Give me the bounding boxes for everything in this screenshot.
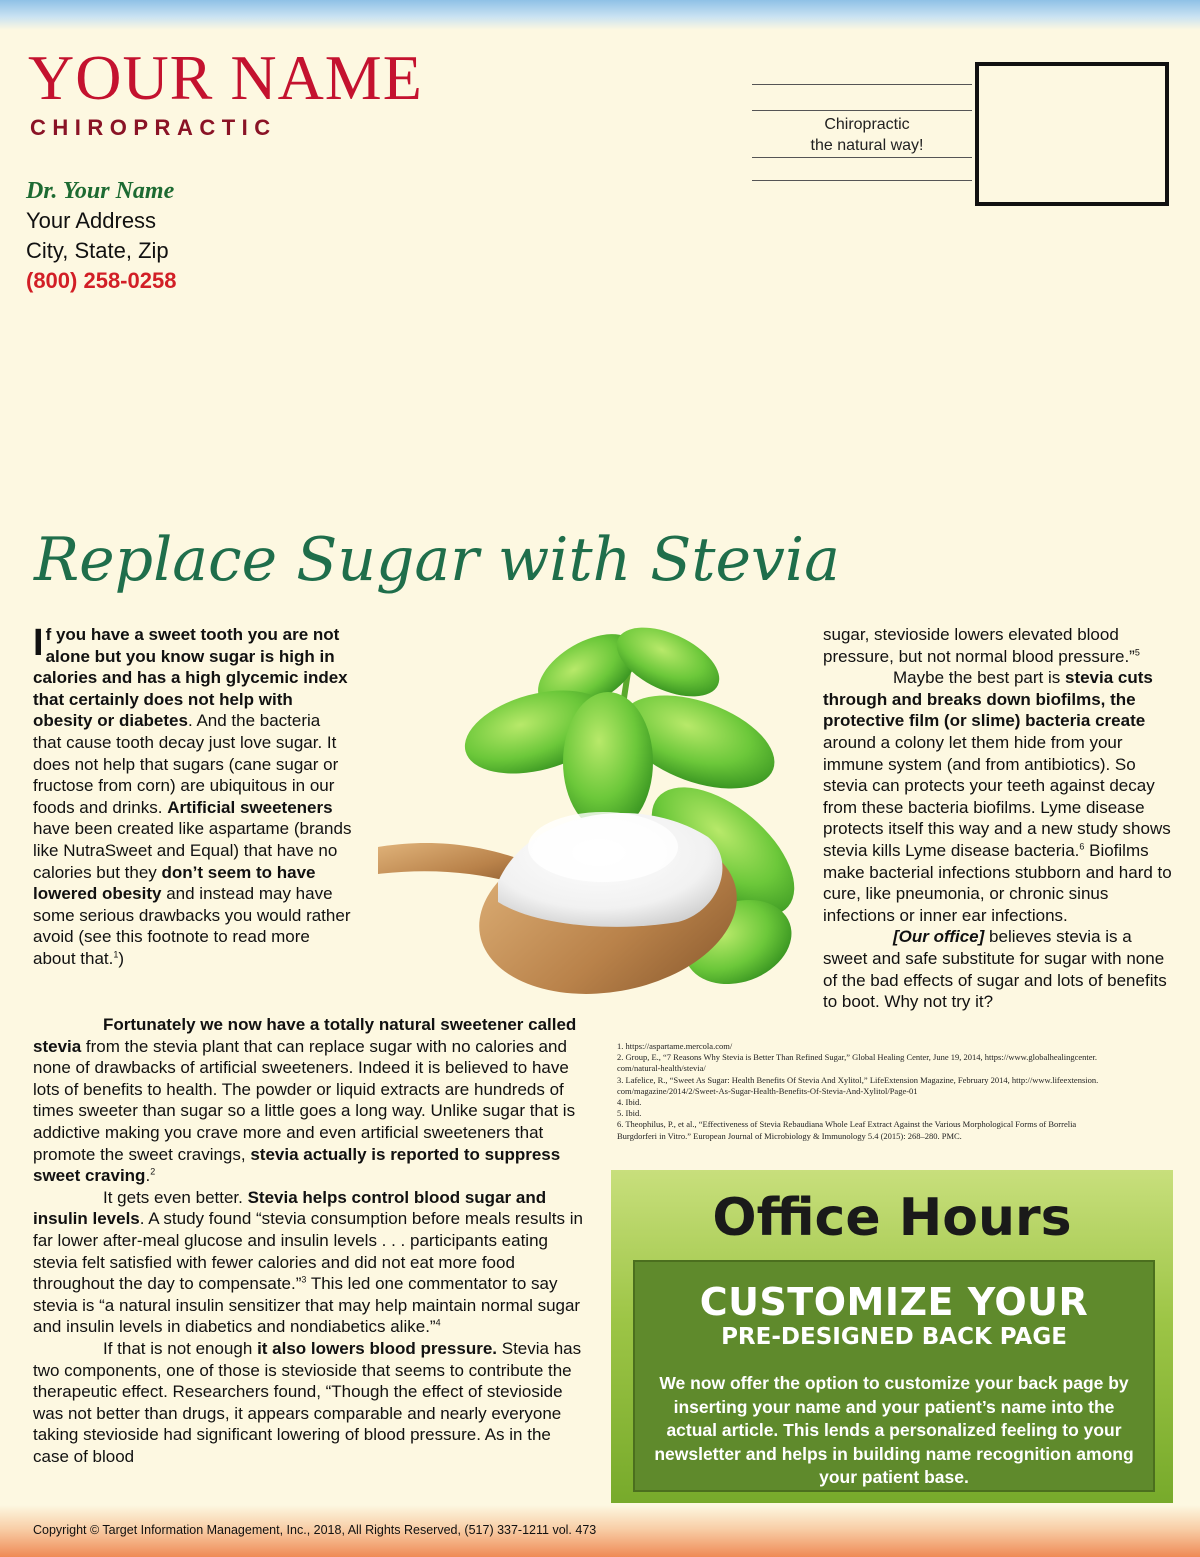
footnote[interactable]: 2. Group, E., “7 Reasons Why Stevia is Better Than Refined Sugar,” Global Healing Center, June 19, 2014, https://www.globalhealingcenter. (617, 1052, 1098, 1063)
mailing-line (752, 157, 972, 158)
footnote-ref-1: 1 (113, 949, 119, 960)
brand-subtitle: CHIROPRACTIC (30, 115, 277, 140)
office-hours-title: Office Hours (712, 1188, 1072, 1248)
article-paragraph-1 (33, 624, 353, 970)
closing-paren: ) (118, 948, 125, 968)
obesity-text: don’t seem to have lowered obesity (33, 862, 316, 904)
postage-stamp-box (975, 62, 1169, 206)
doctor-name: Dr. Your Name (26, 178, 175, 204)
infections-text: Biofilms make bacterial infections stubborn and hard to cure, like pneumonia, or chronic sinus infections or inner ear infections. (823, 840, 1172, 925)
address-line: Your Address (26, 208, 157, 233)
article-paragraph-5 (823, 624, 1173, 667)
drawbacks-text: and instead may have some serious drawbacks you would rather avoid (see this footnote to read more about that. (33, 884, 351, 968)
commentator-text: This led one commentator to say stevia is “a natural insulin sensitizer that may help maintain normal sugar and insulin levels in diabetics and nondiabetics alike.” (33, 1274, 581, 1337)
stevia-benefits-text: from the stevia plant that can replace sugar with no calories and none of drawbacks of artificial sweeteners. Indeed it is believed to have lots of benefits to health. The powder or liquid extracts are hundreds of times sweeter than sugar so a little goes a long way. Unlike sugar that is addictive making you crave more and even artificial sweeteners that promote the sweet cravings, (33, 1036, 576, 1164)
aspartame-text: have been created like aspartame (brands like NutraSweet and Equal) that have no calories but they (33, 819, 352, 882)
footnote[interactable]: com/magazine/2014/2/Sweet-As-Sugar-Health-Benefits-Of-Stevia-And-Xylitol/Page-01 (617, 1085, 918, 1096)
footnote[interactable]: 1. https://aspartame.mercola.com/ (617, 1041, 733, 1051)
footnotes (617, 1041, 1177, 1142)
best-part-text: Maybe the best part is (893, 668, 1065, 688)
footnote-ref-5: 5 (1134, 646, 1140, 657)
biofilms-text: stevia cuts through and breaks down biofilms, the protective film (or slime) bacteria create (823, 668, 1153, 731)
article-right-column (823, 624, 1173, 1013)
period: . (145, 1166, 151, 1186)
intro-text: . And the bacteria that cause tooth decay just love sugar. It does not help that sugars (cane sugar or fructose from corn) are ubiquitous in our foods and drinks. (33, 711, 339, 817)
article-paragraph-7 (823, 926, 1173, 1012)
footnote[interactable]: com/natural-health/stevia/ (617, 1063, 706, 1074)
footnote: 4. Ibid. (617, 1097, 642, 1108)
article-paragraph-2 (33, 1014, 589, 1187)
study-text: . A study found “stevia consumption before meals results in far lower after-meal glucose and insulin levels . . . participants eating stevia felt satisfied with fewer calories and did not eat more food throughout the day to compensate.” (33, 1209, 583, 1294)
conclusion-text: believes stevia is a sweet and safe substitute for sugar with none of the bad effects of sugar and lots of benefits to boot. Why not try it? (823, 927, 1167, 1012)
article-left-column-lower (33, 1014, 589, 1467)
article-headline: Replace Sugar with Stevia (34, 525, 840, 595)
drop-cap: I (33, 622, 44, 664)
article-left-column (33, 624, 353, 970)
phone-number: (800) 258-0258 (26, 268, 177, 293)
brand-name: YOUR NAME (28, 42, 423, 113)
article-paragraph-3 (33, 1187, 589, 1338)
stevioside-text: Stevia has two components, one of those is stevioside that seems to contribute the therapeutic effect. Researchers found, “Though the effect of stevioside was not better than drugs, it appears comparable and nearly everyone taking stevioside had significant lowering of blood pressure. As in the case of blood (33, 1338, 582, 1466)
tagline-line-2: the natural way! (810, 137, 924, 154)
footnote-ref-3: 3 (301, 1274, 307, 1285)
city-state-zip: City, State, Zip (26, 238, 169, 263)
footnote-ref-2: 2 (150, 1166, 156, 1177)
mailing-line (752, 110, 972, 111)
immune-system-text: around a colony let them hide from your immune system (and from antibiotics). So stevia can protects your teeth against decay from these bacteria biofilms. Lyme disease protects itself this way and a new study shows stevia kills Lyme disease bacteria. (823, 732, 1171, 860)
blood-pressure-continued-text: sugar, stevioside lowers elevated blood pressure, but not normal blood pressure.” (823, 625, 1135, 666)
customize-subheadline: PRE-DESIGNED BACK PAGE (721, 1324, 1067, 1350)
article-paragraph-6 (823, 667, 1173, 926)
footnote[interactable]: 3. Lafelice, R., “Sweet As Sugar: Health Benefits Of Stevia And Xylitol,” LifeExtension Magazine, February 2014, http://www.lifeextension. (617, 1074, 1099, 1085)
intro-bold-text: f you have a sweet tooth you are not alone but you know sugar is high in calories and has a high glycemic index that certainly does not help with obesity or diabetes (33, 625, 348, 731)
top-gradient-band (0, 0, 1200, 30)
our-office-text: [Our office] (893, 927, 985, 947)
customize-headline: CUSTOMIZE YOUR (699, 1280, 1089, 1324)
not-enough-text: If that is not enough (103, 1338, 258, 1358)
blood-sugar-text: Stevia helps control blood sugar and insulin levels (33, 1187, 547, 1229)
mailing-line (752, 84, 972, 85)
artificial-sweeteners-text: Artificial sweeteners (167, 797, 333, 817)
footnote-ref-6: 6 (1079, 841, 1085, 852)
even-better-text: It gets even better. (103, 1187, 248, 1207)
mailing-line (752, 180, 972, 181)
footnote: 6. Theophilus, P., et al., “Effectiveness of Stevia Rebaudiana Whole Leaf Extract Against the Various Morphological Forms of Borrelia (617, 1119, 1077, 1130)
tagline-line-1: Chiropractic (824, 116, 910, 133)
stevia-illustration (378, 612, 798, 1012)
office-hours-panel (611, 1170, 1173, 1503)
customize-body: We now offer the option to customize your back page by inserting your name and your patient’s name into the actual article. This lends a personalized feeling to your newsletter and helps in building name recognition among your patient base. (654, 1373, 1134, 1487)
copyright-line: Copyright © Target Information Management, Inc., 2018, All Rights Reserved, (517) 337-1211 vol. 473 (33, 1523, 597, 1537)
customize-box (633, 1260, 1155, 1492)
footnote: 5. Ibid. (617, 1108, 642, 1119)
suppress-craving-text: stevia actually is reported to suppress sweet craving (33, 1144, 561, 1186)
mailing-tagline (752, 114, 982, 156)
natural-sweetener-text: Fortunately we now have a totally natural sweetener called stevia (33, 1015, 577, 1056)
footnote-ref-4: 4 (435, 1317, 441, 1328)
article-paragraph-4 (33, 1338, 589, 1468)
stevia-spoon-image (378, 612, 798, 1012)
footnote: Burgdorferi in Vitro.” European Journal of Microbiology & Immunology 5.4 (2015): 268–280. PMC. (617, 1130, 962, 1141)
blood-pressure-text: it also lowers blood pressure. (257, 1338, 498, 1358)
